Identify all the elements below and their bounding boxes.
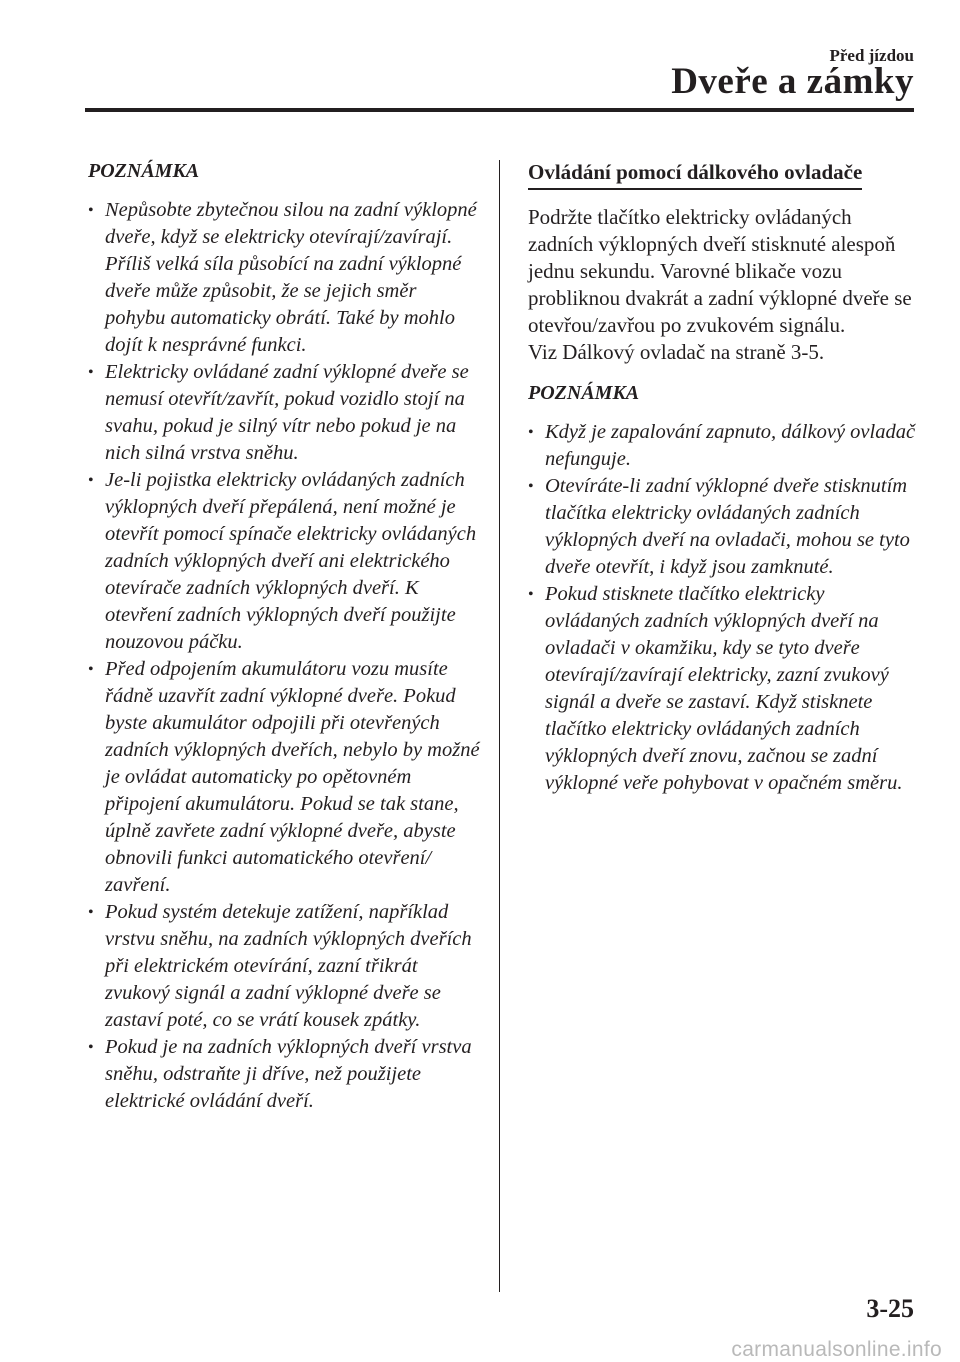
bullet-icon: • <box>88 364 94 381</box>
bullet-text: Pokud stisknete tlačítko elektricky ovládaných zadních výklopných dveří na ovladači v okamžiku, kdy se tyto dveře otevírají/zavírají elektricky, zazní zvukový signál a dveře se zastaví. Když stisknete tlačítko elektricky ovládaných zadních výklopných dveří znovu, začnou se zadní výklopné veře pohybovat v opačném směru. <box>545 583 903 794</box>
section-heading: Ovládání pomocí dálkového ovladače <box>528 160 862 190</box>
bullet-icon: • <box>88 472 94 489</box>
cross-reference: Viz Dálkový ovladač na straně 3-5. <box>528 340 825 364</box>
list-item <box>88 467 480 656</box>
list-item <box>528 473 920 581</box>
page-number: 3-25 <box>866 1294 914 1323</box>
watermark: carmanualsonline.info <box>731 1338 942 1361</box>
note-bullet-list <box>88 197 480 1115</box>
bullet-text: Před odpojením akumulátoru vozu musíte řádně uzavřít zadní výklopné dveře. Pokud byste akumulátor odpojili při otevřených zadních výklopných dveřích, nebylo by možné je ovládat automaticky po opětovném připojení akumulátoru. Pokud se tak stane, úplně zavřete zadní výklopné dveře, abyste obnovili funkci automatického otevření/ zavření. <box>105 658 480 896</box>
right-column <box>528 160 920 797</box>
bullet-icon: • <box>88 661 94 678</box>
list-item <box>88 656 480 899</box>
header-rule <box>85 108 914 112</box>
note-title: POZNÁMKA <box>88 160 200 182</box>
list-item <box>88 899 480 1034</box>
bullet-icon: • <box>528 586 534 603</box>
bullet-icon: • <box>528 424 534 441</box>
left-column <box>88 160 480 1115</box>
note-bullet-list <box>528 419 920 797</box>
list-item <box>88 1034 480 1115</box>
bullet-text: Otevíráte-li zadní výklopné dveře stisknutím tlačítka elektricky ovládaných zadních výklopných dveří na ovladači, mohou se tyto dveře otevřít, i když jsou zamknuté. <box>545 475 910 578</box>
bullet-icon: • <box>88 1039 94 1056</box>
page-title: Dveře a zámky <box>671 61 914 102</box>
list-item <box>528 581 920 797</box>
bullet-text: Pokud je na zadních výklopných dveří vrstva sněhu, odstraňte ji dříve, než použijete elektrické ovládání dveří. <box>105 1036 472 1112</box>
list-item <box>88 197 480 359</box>
list-item <box>88 359 480 467</box>
instruction-text: Podržte tlačítko elektricky ovládaných zadních výklopných dveří stisknuté alespoň jednu sekundu. Varovné blikače vozu probliknou dvakrát a zadní výklopné dveře se otevřou/zavřou po zvukovém signálu. <box>528 205 912 337</box>
bullet-text: Když je zapalování zapnuto, dálkový ovladač nefunguje. <box>545 421 916 470</box>
bullet-text: Nepůsobte zbytečnou silou na zadní výklopné dveře, když se elektricky otevírají/zavírají. Příliš velká síla působící na zadní výklopné dveře může způsobit, že se jejich směr pohybu automaticky obrátí. Také by mohlo dojít k nesprávné funkci. <box>105 199 477 356</box>
bullet-icon: • <box>528 478 534 495</box>
list-item <box>528 419 920 473</box>
running-header-section: Před jízdou <box>829 46 914 65</box>
bullet-text: Je-li pojistka elektricky ovládaných zadních výklopných dveří přepálená, není možné je otevřít pomocí spínače elektricky ovládaných zadních výklopných dveří ani elektrického otevírače zadních výklopných dveří. K otevření zadních výklopných dveří použijte nouzovou páčku. <box>105 469 477 653</box>
column-divider <box>499 160 500 1292</box>
body-paragraph <box>528 204 920 366</box>
bullet-text: Elektricky ovládané zadní výklopné dveře se nemusí otevřít/zavřít, pokud vozidlo stojí na svahu, pokud je silný vítr nebo pokud je na nich silná vrstva sněhu. <box>105 361 469 464</box>
note-title: POZNÁMKA <box>528 382 640 404</box>
bullet-icon: • <box>88 202 94 219</box>
bullet-icon: • <box>88 904 94 921</box>
bullet-text: Pokud systém detekuje zatížení, například vrstvu sněhu, na zadních výklopných dveřích při elektrickém otevírání, zazní třikrát zvukový signál a zadní výklopné dveře se zastaví poté, co se vrátí kousek zpátky. <box>105 901 472 1031</box>
